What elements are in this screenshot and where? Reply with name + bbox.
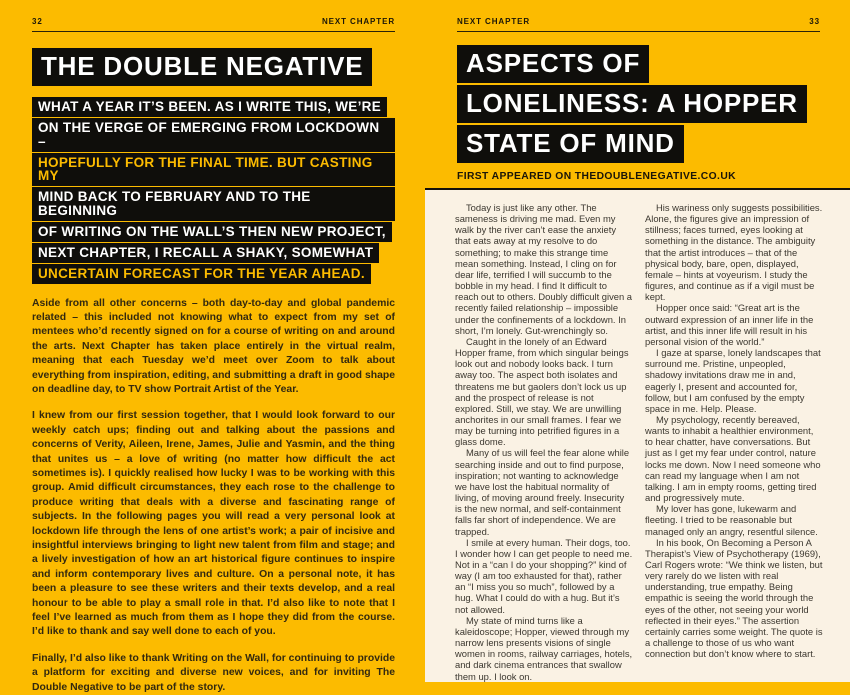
page-left-header <box>32 17 395 32</box>
paragraph: Hopper once said: “Great art is the outward expression of an inner life in the artist, and this inner life will result in his personal vision of the world.” <box>645 302 823 347</box>
intro-line: OF WRITING ON THE WALL’S THEN NEW PROJECT, <box>32 222 392 242</box>
paragraph: I smile at every human. Their dogs, too. I wonder how I can get people to need me. Not in a “can I do your shopping?” kind of way (I am too exhausted for that), rather an “I miss you so much”, followed by a hug. What I could do with a hug. But it’s not allowed. <box>455 537 633 615</box>
paragraph: His wariness only suggests possibilities. Alone, the figures give an impression of stillness; faces turned, eyes looking at something in the distance. The ambiguity that the artist introduces – that of the physical body, bare, open, displayed, female – hints at voyeurism. I study the figures, and continue as if a vigil must be kept. <box>645 202 823 302</box>
running-head-right: NEXT CHAPTER <box>457 17 530 26</box>
intro-row <box>32 153 395 188</box>
intro-row <box>32 222 395 243</box>
article-title-right-line: STATE OF MIND <box>457 125 684 163</box>
body-column-1 <box>455 202 633 682</box>
body-column-2 <box>645 202 823 682</box>
page-right-masthead <box>425 0 850 190</box>
running-head-left: NEXT CHAPTER <box>322 17 395 26</box>
title-row <box>457 45 820 83</box>
article-body-right <box>425 190 850 682</box>
paragraph: In his book, On Becoming a Person A Therapist’s View of Psychotherapy (1969), Carl Rogers wrote: “We think we listen, but very rarely do we listen with real understanding, true empathy. Being empathic is seeing the world through the eyes of the other, not seeing your world reflected in their eyes.” The assertion certainly carries some weight. The quote is a challenge to those of us who want connection but don’t know where to start. <box>645 537 823 660</box>
paragraph: I gaze at sparse, lonely landscapes that surround me. Pristine, unpeopled, shadowy invitations draw me in and, eagerly I, present and accounted for, follow, but I am confused by the empty space in me. Help. Please. <box>645 347 823 414</box>
page-right <box>425 0 850 574</box>
page-number-left: 32 <box>32 17 43 26</box>
article-title-right-line: LONELINESS: A HOPPER <box>457 85 807 123</box>
intro-line: ON THE VERGE OF EMERGING FROM LOCKDOWN – <box>32 118 395 152</box>
paragraph: Many of us will feel the fear alone while searching inside and out to find purpose, inspiration; not wanting to acknowledge we have lost the habitual normality of living, of moving around freely. Insecurity is the new normal, and self-containment falls far short of independence. We are trapped. <box>455 447 633 536</box>
page-left <box>0 0 425 574</box>
paragraph: Finally, I’d also like to thank Writing on the Wall, for continuing to provide a platform for exciting and diverse new voices, and for inviting The Double Negative to be part of the story. <box>32 652 395 695</box>
title-row <box>457 125 820 163</box>
article-title-left <box>32 46 395 86</box>
paragraph: I knew from our first session together, that I would look forward to our weekly catch ups; finding out and talking about the passions and concerns of Verity, Aileen, Irene, James, Julie and Yasmin, and the thing that unites us – a love of writing (no matter how difficult the act sometimes is). I quickly realised how lucky I was to be working with this group. Amid difficult circumstances, they each rose to the challenge to produce writing that deals with a diverse and fascinating range of subjects. In the following pages you will read a very personal look at lockdown life through the lens of one artist’s work; a pair of incisive and insightful interviews bringing to light new talent from film and stage; and a lively investigation of how an art historical figure continues to inspire and inform contemporary lives and culture. On a personal note, it has been a pleasure to see these writers and their texts develop, and a real honour to be able to play a small role in that. I’d also like to note that I feel I’ve learned as much from them as I hope they did from the course. I’d like to thank and say well done to each of you. <box>32 409 395 640</box>
intro-line: WHAT A YEAR IT’S BEEN. AS I WRITE THIS, WE’RE <box>32 97 387 117</box>
paragraph: Caught in the lonely of an Edward Hopper frame, from which singular beings look out and nobody looks back. I turn away too. The aspect both isolates and threatens me but gaolers don’t lock us up and the prospect of release is not explored. Still, we stay. We are unwilling anchorites in our small frames. I fear we may be turning into petrified figures in a glass dome. <box>455 336 633 448</box>
article-body-left <box>32 297 395 695</box>
paragraph: My psychology, recently bereaved, wants to inhabit a healthier environment, to hear chatter, have conversations. But just as I get my fear under control, nature locks me down. Now I need someone who can read my language when I am not talking. I am in empty rooms, getting tired and progressively mute. <box>645 414 823 503</box>
paragraph: Aside from all other concerns – both day-to-day and global pandemic related – this included not knowing what to expect from my set of mentees who’d recently signed on for a course of writing on and around the arts. Next Chapter has taken place entirely in the virtual realm, meaning that each Tuesday we’d meet over Zoom to talk about everything from inspiration, editing, and submitting a draft in good shape on deadline day, to TV show Portrait Artist of the Year. <box>32 297 395 398</box>
intro-row <box>32 187 395 222</box>
intro-line: MIND BACK TO FEBRUARY AND TO THE BEGINNING <box>32 187 395 221</box>
paragraph: Today is just like any other. The sameness is driving me mad. Even my walk by the river can’t ease the anxiety that eats away at my resolve to do something; to make this strange time mean something. Instead, I cling on for dear life, terrified I will succumb to the bobble in my head. I find It difficult to reach out to others. Doubly difficult given a recently failed relationship – impossible under the confinements of a lockdown. In short, I’m lonely. Gut-wrenchingly so. <box>455 202 633 336</box>
title-row <box>457 85 820 123</box>
intro-line: UNCERTAIN FORECAST FOR THE YEAR AHEAD. <box>32 264 371 284</box>
intro-row <box>32 97 395 118</box>
paragraph: My lover has gone, lukewarm and fleeting. I tried to be reasonable but managed only an angry, resentful silence. <box>645 503 823 536</box>
article-title-right-line: ASPECTS OF <box>457 45 649 83</box>
article-subtitle: FIRST APPEARED ON THEDOUBLENEGATIVE.CO.UK <box>457 171 820 182</box>
intro-row <box>32 118 395 153</box>
intro-line: HOPEFULLY FOR THE FINAL TIME. BUT CASTING MY <box>32 153 395 187</box>
article-title-right <box>457 45 820 163</box>
intro-row <box>32 243 395 264</box>
page-number-right: 33 <box>809 17 820 26</box>
intro-row <box>32 264 395 285</box>
article-title-left-text: THE DOUBLE NEGATIVE <box>32 48 372 86</box>
intro-line: NEXT CHAPTER, I RECALL A SHAKY, SOMEWHAT <box>32 243 379 263</box>
intro-standfirst <box>32 97 395 285</box>
page-right-header <box>457 17 820 32</box>
paragraph: My state of mind turns like a kaleidoscope; Hopper, viewed through my narrow lens presents visions of single women in rooms, railway carriages, hotels, and dark cinema entrances that swallow them up. I look on. <box>455 615 633 682</box>
